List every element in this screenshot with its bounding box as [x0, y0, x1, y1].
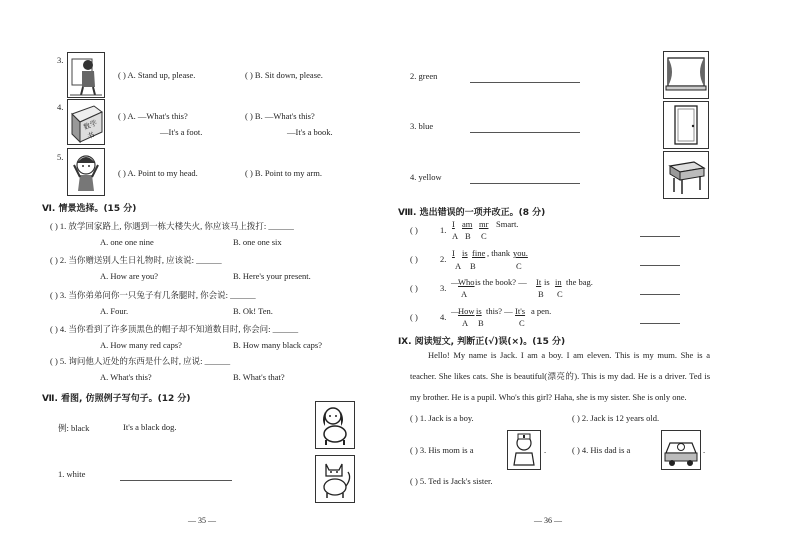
item-4-option-a-answer: —It's a foot.: [160, 127, 203, 137]
door-icon: [664, 102, 708, 148]
section-9-q4-period: .: [703, 445, 706, 455]
point-to-head-picture: [67, 148, 105, 196]
item-4-option-b-answer: —It's a book.: [287, 127, 333, 137]
yellow-item-label: 4. yellow: [410, 172, 442, 182]
item-5-number: 5.: [57, 152, 64, 162]
section-6-question-3[interactable]: ( ) 3. 当你弟弟问你一只兔子有几条腿时, 你会说: ______: [50, 290, 256, 300]
section-8-q1-word-c: mr: [479, 219, 489, 229]
section-8-q1-word-b: am: [462, 219, 473, 229]
window-picture: [663, 51, 709, 99]
white-item-label: 1. white: [58, 469, 86, 479]
page-number-right: — 36 —: [534, 516, 562, 525]
section-8-q3-word-a: Who: [458, 277, 475, 287]
section-6-q4-option-a[interactable]: A. How many red caps?: [100, 340, 182, 350]
section-6-question-1[interactable]: ( ) 1. 放学回家路上, 你遇到一栋大楼失火, 你应该马上拨打: ______: [50, 221, 294, 231]
section-8-q1-rest: Smart.: [496, 219, 519, 229]
reading-passage: Hello! My name is Jack. I am a boy. I am eleven. This is my mum. She is a teacher. She likes cats. She is beautiful(漂亮的). This is my dad. He is a driver. Ted is my brother. He is a pupil. Who's this girl? Haha, she is my sister. She is only one.: [410, 350, 710, 402]
section-6-q5-option-b[interactable]: B. What's that?: [233, 372, 285, 382]
section-8-q2-bracket[interactable]: ( ): [410, 254, 418, 264]
section-6-question-4[interactable]: ( ) 4. 当你看到了许多顶黑色的帽子却不知道数目时, 你会问: ______: [50, 324, 299, 334]
section-6-q4-option-b[interactable]: B. How many black caps?: [233, 340, 322, 350]
section-8-q2-word-fine: fine: [472, 248, 486, 258]
green-answer-line[interactable]: [470, 82, 580, 83]
window-icon: [664, 52, 708, 98]
section-8-q2-number: 2.: [440, 254, 447, 264]
section-8-q2-letter-b: B: [470, 261, 476, 271]
car-driver-icon: [662, 431, 700, 469]
section-9-question-1[interactable]: ( ) 1. Jack is a boy.: [410, 413, 474, 423]
section-8-q2-word-a: I: [452, 248, 455, 258]
section-9-question-2[interactable]: ( ) 2. Jack is 12 years old.: [572, 413, 660, 423]
green-item-label: 2. green: [410, 71, 438, 81]
section-8-q4-dash: —: [451, 306, 460, 316]
blue-answer-line[interactable]: [470, 132, 580, 133]
section-8-q1-letter-a: A: [452, 231, 459, 241]
section-8-q3-middle-2: is: [544, 277, 550, 287]
section-8-q1-number: 1.: [440, 225, 447, 235]
section-8-q2-middle: , thank: [487, 248, 511, 258]
section-8-q4-bracket[interactable]: ( ): [410, 312, 418, 322]
section-6-question-2[interactable]: ( ) 2. 当你赠送别人生日礼物时, 应该说: ______: [50, 255, 222, 265]
section-8-q3-number: 3.: [440, 283, 447, 293]
section-9-question-3[interactable]: ( ) 3. His mom is a: [410, 445, 474, 455]
section-8-q4-number: 4.: [440, 312, 447, 322]
book-picture: [67, 99, 105, 145]
section-8-q4-letter-c: C: [519, 318, 525, 328]
item-3-option-b[interactable]: ( ) B. Sit down, please.: [245, 70, 323, 80]
section-8-q3-dash: —: [451, 277, 460, 287]
driver-picture: [661, 430, 701, 470]
nurse-picture: [507, 430, 541, 470]
section-8-q3-word-b: It: [536, 277, 542, 287]
item-3-number: 3.: [57, 55, 64, 65]
section-6-q3-option-b[interactable]: B. Ok! Ten.: [233, 306, 273, 316]
cat-icon: [316, 456, 354, 502]
section-8-q2-answer-line[interactable]: [640, 265, 680, 266]
section-8-q4-letter-a: A: [462, 318, 469, 328]
section-8-q3-word-c: in: [555, 277, 562, 287]
nurse-icon: [508, 431, 540, 469]
section-8-q4-rest: a pen.: [531, 306, 552, 316]
section-9-question-4[interactable]: ( ) 4. His dad is a: [572, 445, 631, 455]
item-5-option-a[interactable]: ( ) A. Point to my head.: [118, 168, 198, 178]
girl-pointing-icon: [68, 149, 104, 195]
section-8-q4-word-a: How: [458, 306, 475, 316]
section-8-q2-word-c: you.: [513, 248, 528, 258]
section-6-q5-option-a[interactable]: A. What's this?: [100, 372, 152, 382]
section-8-q4-word-b: is: [476, 306, 482, 316]
stand-up-picture: [67, 52, 105, 98]
item-5-option-b[interactable]: ( ) B. Point to my arm.: [245, 168, 322, 178]
section-8-q2-letter-a: A: [455, 261, 462, 271]
section-7-title: Ⅶ. 看图, 仿照例子写句子。(12 分): [42, 394, 191, 404]
section-6-title: Ⅵ. 情景选择。(15 分): [42, 204, 137, 214]
section-8-q4-word-c: It's: [515, 306, 526, 316]
section-8-q3-letter-b: B: [538, 289, 544, 299]
section-8-q1-letter-c: C: [481, 231, 487, 241]
person-standing-icon: [68, 53, 104, 97]
section-8-title: Ⅷ. 选出错误的一项并改正。(8 分): [398, 208, 546, 218]
section-6-question-5[interactable]: ( ) 5. 询问他人近处的东西是什么时, 应说: ______: [50, 356, 231, 366]
section-9-question-5[interactable]: ( ) 5. Ted is Jack's sister.: [410, 476, 493, 486]
item-4-option-a-question[interactable]: ( ) A. —What's this?: [118, 111, 188, 121]
dog-icon: [316, 402, 354, 448]
yellow-answer-line[interactable]: [470, 183, 580, 184]
section-8-q4-letter-b: B: [478, 318, 484, 328]
page-number-left: — 35 —: [188, 516, 216, 525]
section-8-q2-word-b: is: [462, 248, 468, 258]
section-8-q1-word-a: I: [452, 219, 455, 229]
section-9-title: Ⅸ. 阅读短文, 判断正(√)误(×)。(15 分): [398, 337, 566, 347]
example-label: 例: black: [58, 423, 90, 433]
section-6-q3-option-a[interactable]: A. Four.: [100, 306, 129, 316]
section-8-q3-middle: is the book? —: [475, 277, 527, 287]
section-8-q3-answer-line[interactable]: [640, 294, 680, 295]
section-6-q1-option-a[interactable]: A. one one nine: [100, 237, 154, 247]
section-8-q2-letter-c: C: [516, 261, 522, 271]
example-sentence: It's a black dog.: [123, 422, 177, 432]
white-answer-line[interactable]: [120, 480, 232, 481]
section-8-q3-letter-a: A: [461, 289, 468, 299]
section-9-q3-period: .: [544, 445, 547, 455]
cat-picture: [315, 455, 355, 503]
section-8-q4-answer-line[interactable]: [640, 323, 680, 324]
section-6-q1-option-b[interactable]: B. one one six: [233, 237, 282, 247]
dog-picture: [315, 401, 355, 449]
section-8-q1-bracket[interactable]: ( ): [410, 225, 418, 235]
section-8-q3-bracket[interactable]: ( ): [410, 283, 418, 293]
desk-icon: [664, 152, 708, 198]
blue-item-label: 3. blue: [410, 121, 434, 131]
item-3-option-a[interactable]: ( ) A. Stand up, please.: [118, 70, 196, 80]
section-8-q4-middle: this? —: [486, 306, 513, 316]
item-4-option-b-question[interactable]: ( ) B. —What's this?: [245, 111, 315, 121]
book-cover-label: 数学书: [82, 118, 99, 141]
section-8-q3-rest: the bag.: [566, 277, 593, 287]
section-8-q3-letter-c: C: [557, 289, 563, 299]
section-8-q1-answer-line[interactable]: [640, 236, 680, 237]
item-4-number: 4.: [57, 102, 64, 112]
section-6-q2-option-a[interactable]: A. How are you?: [100, 271, 159, 281]
section-6-q2-option-b[interactable]: B. Here's your present.: [233, 271, 311, 281]
section-8-q1-letter-b: B: [465, 231, 471, 241]
door-picture: [663, 101, 709, 149]
desk-picture: [663, 151, 709, 199]
